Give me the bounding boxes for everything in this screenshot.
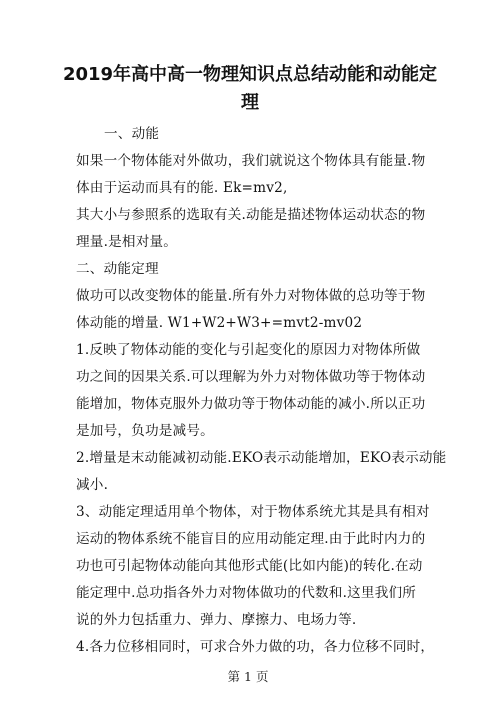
section-heading-kinetic-energy-theorem: 二、动能定理 bbox=[76, 261, 159, 277]
text-line: 体由于运动而具有的能. Ek=mv2, bbox=[76, 180, 288, 196]
text-line: 功之间的因果关系.可以理解为外力对物体做功等于物体动 bbox=[76, 369, 426, 385]
text-line: 是加号，负功是减号。 bbox=[76, 423, 214, 439]
text-line: 能增加，物体克服外力做功等于物体动能的减小.所以正功 bbox=[76, 396, 426, 412]
text-line: 减小. bbox=[76, 477, 109, 493]
text-line: 说的外力包括重力、弹力、摩擦力、电场力等. bbox=[76, 612, 357, 628]
text-line: 1.反映了物体动能的变化与引起变化的原因力对物体所做 bbox=[76, 342, 421, 358]
text-line: 做功可以改变物体的能量.所有外力对物体做的总功等于物 bbox=[76, 288, 426, 304]
text-line: 4.各力位移相同时，可求合外力做的功，各力位移不同时， bbox=[76, 639, 435, 655]
document-title-line-1: 2019年高中高一物理知识点总结动能和动能定 bbox=[62, 64, 438, 85]
page-number-footer: 第 1 页 bbox=[227, 669, 269, 684]
text-line: 理量.是相对量。 bbox=[76, 234, 178, 250]
section-heading-kinetic-energy: 一、动能 bbox=[104, 126, 160, 142]
text-line: 能定理中.总功指各外力对物体做功的代数和.这里我们所 bbox=[76, 585, 417, 601]
document-title-line-2: 理 bbox=[241, 92, 259, 113]
text-line: 其大小与参照系的选取有关.动能是描述物体运动状态的物 bbox=[76, 207, 426, 223]
text-line: 如果一个物体能对外做功，我们就说这个物体具有能量.物 bbox=[76, 153, 426, 169]
text-line: 3、动能定理适用单个物体，对于物体系统尤其是具有相对 bbox=[76, 504, 430, 520]
text-line: 2.增量是末动能减初动能.EKO表示动能增加，EKO表示动能 bbox=[76, 450, 447, 466]
text-line: 运动的物体系统不能盲目的应用动能定理.由于此时内力的 bbox=[76, 531, 426, 547]
text-line: 体动能的增量. W1+W2+W3+=mvt2-mv02 bbox=[76, 315, 363, 331]
text-line: 功也可引起物体动能向其他形式能(比如内能)的转化.在动 bbox=[76, 558, 423, 574]
